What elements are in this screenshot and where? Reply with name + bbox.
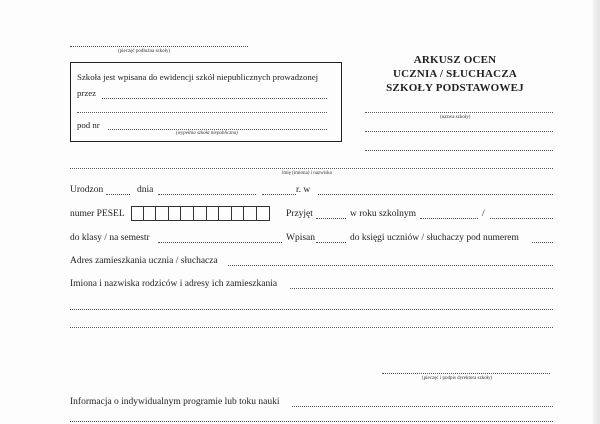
book-label: do księgi uczniów / słuchaczy pod numerem xyxy=(350,233,519,243)
scan-edge xyxy=(593,0,600,424)
entered-suffix-line[interactable] xyxy=(316,242,346,243)
pesel-digit-cell[interactable] xyxy=(232,206,245,221)
parents-label: Imiona i nazwiska rodziców i adresy ich zamieszkania xyxy=(70,279,278,289)
school-stamp-line[interactable] xyxy=(70,46,248,47)
pesel-digit-cell[interactable] xyxy=(131,206,144,221)
school-year-end-line[interactable] xyxy=(490,218,553,219)
admitted-label: Przyjęt xyxy=(286,209,313,219)
school-stamp-caption: (pieczęć podłużna szkoły) xyxy=(118,49,171,54)
entered-label: Wpisan xyxy=(286,233,316,243)
school-name-line-3[interactable] xyxy=(365,150,553,151)
register-authority-caption: (wypełnia szkoła niepubliczna) xyxy=(176,131,238,136)
born-day-label: dnia xyxy=(137,185,154,195)
title-line-3: SZKOŁY PODSTAWOWEJ xyxy=(386,82,524,94)
book-number-line[interactable] xyxy=(532,242,553,243)
register-number-line[interactable] xyxy=(108,129,327,130)
parents-line-3[interactable] xyxy=(70,327,553,328)
born-suffix-line[interactable] xyxy=(106,194,130,195)
class-semester-line[interactable] xyxy=(158,242,282,243)
address-line[interactable] xyxy=(228,265,553,266)
pesel-digit-cell[interactable] xyxy=(194,206,207,221)
class-semester-label: do klasy / na semestr xyxy=(70,233,150,243)
individual-program-line-2[interactable] xyxy=(70,421,553,422)
birthplace-line[interactable] xyxy=(318,194,553,195)
director-signature-line[interactable] xyxy=(382,373,550,374)
individual-program-line[interactable] xyxy=(292,406,553,407)
school-name-line-2[interactable] xyxy=(365,131,553,132)
pesel-digit-cell[interactable] xyxy=(181,206,194,221)
register-number-label: pod nr xyxy=(77,120,100,130)
parents-line-2[interactable] xyxy=(70,309,553,310)
individual-program-label: Informacja o indywidualnym programie lub toku nauki xyxy=(70,397,280,407)
parents-line-1[interactable] xyxy=(290,288,553,289)
pesel-digit-cell[interactable] xyxy=(169,206,182,221)
born-year-label: r. w xyxy=(296,185,311,195)
pesel-digit-cell[interactable] xyxy=(219,206,232,221)
register-by-line[interactable] xyxy=(102,98,327,99)
title-line-1: ARKUSZ OCEN xyxy=(413,54,497,66)
pesel-label: numer PESEL xyxy=(70,209,125,219)
student-name-line[interactable] xyxy=(70,168,553,169)
born-year-line[interactable] xyxy=(262,194,296,195)
pesel-input[interactable] xyxy=(131,206,270,221)
pesel-digit-cell[interactable] xyxy=(207,206,220,221)
register-line1: Szkoła jest wpisana do ewidencji szkół niepublicznych prowadzonej xyxy=(77,72,319,82)
document-title xyxy=(375,53,535,95)
school-year-label: w roku szkolnym xyxy=(350,209,416,219)
address-label: Adres zamieszkania ucznia / słuchacza xyxy=(70,256,218,266)
register-by-line-2[interactable] xyxy=(77,112,327,113)
pesel-digit-cell[interactable] xyxy=(257,206,270,221)
school-name-line[interactable] xyxy=(365,112,553,113)
born-label: Urodzon xyxy=(70,185,104,195)
student-name-caption: imię (imiona) i nazwisko xyxy=(282,171,333,176)
register-by-label: przez xyxy=(77,88,97,98)
director-caption: (pieczęć i podpis dyrektora szkoły) xyxy=(422,376,493,381)
admitted-suffix-line[interactable] xyxy=(316,218,346,219)
pesel-digit-cell[interactable] xyxy=(244,206,257,221)
pesel-digit-cell[interactable] xyxy=(156,206,169,221)
school-year-slash: / xyxy=(482,209,485,219)
school-year-start-line[interactable] xyxy=(420,218,478,219)
school-name-caption: (nazwa szkoły) xyxy=(440,115,471,120)
pesel-digit-cell[interactable] xyxy=(144,206,157,221)
title-line-2: UCZNIA / SŁUCHACZA xyxy=(392,68,517,80)
born-date-line[interactable] xyxy=(158,194,256,195)
